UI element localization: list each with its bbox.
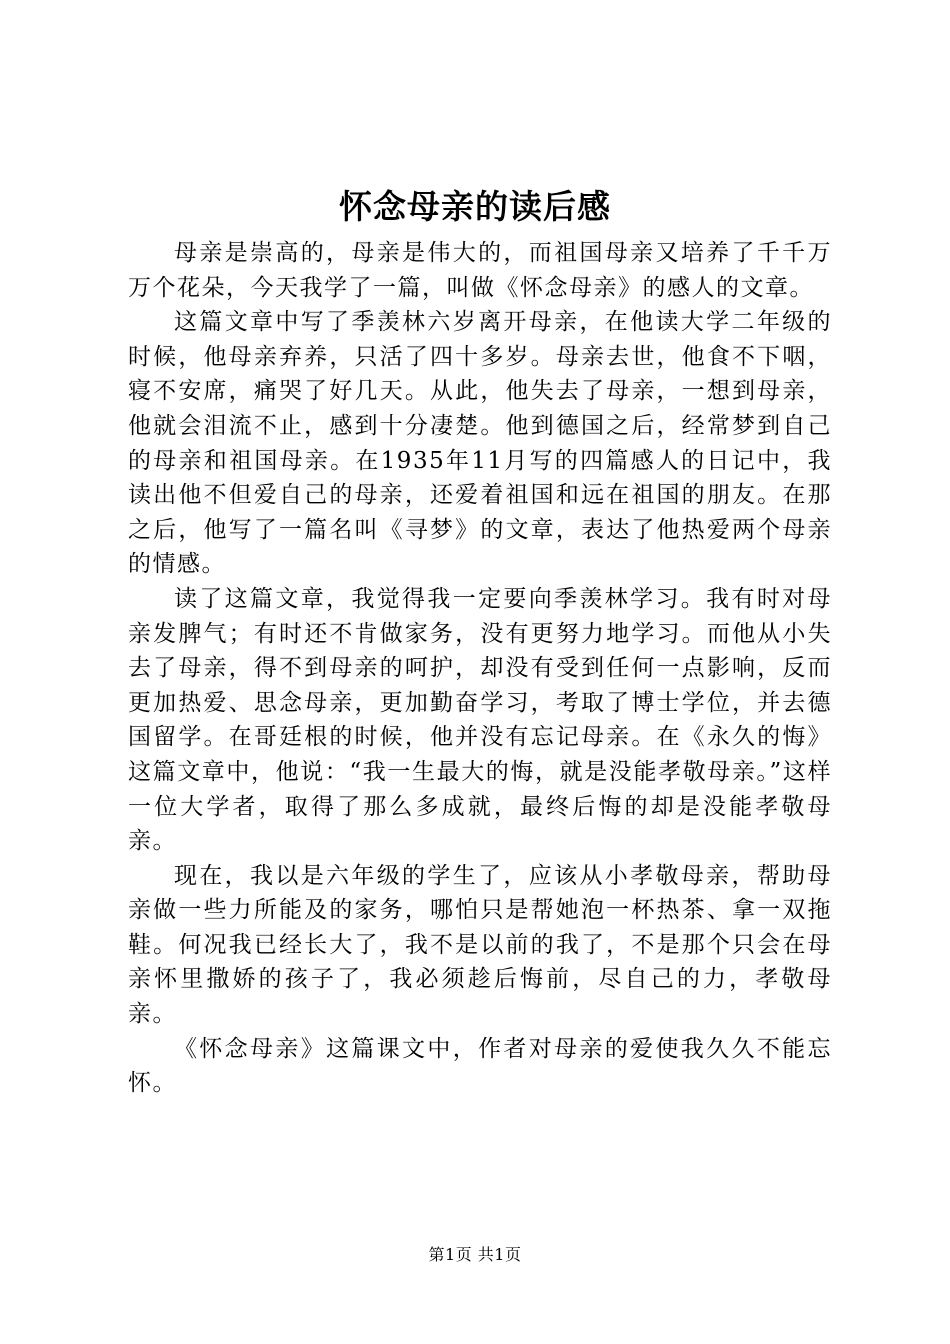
paragraph: 母亲是崇高的，母亲是伟大的，而祖国母亲又培养了千千万万个花朵，今天我学了一篇，叫做《怀念母亲》的感人的文章。 — [128, 240, 832, 301]
paragraph: 现在，我以是六年级的学生了，应该从小孝敬母亲，帮助母亲做一些力所能及的家务，哪怕只是帮她泡一杯热茶、拿一双拖鞋。何况我已经长大了，我不是以前的我了，不是那个只会在母亲怀里撒娇的孩子了，我必须趁后悔前，尽自己的力，孝敬母亲。 — [128, 862, 832, 1028]
paragraph: 读了这篇文章，我觉得我一定要向季羡林学习。我有时对母亲发脾气；有时还不肯做家务，没有更努力地学习。而他从小失去了母亲，得不到母亲的呵护，却没有受到任何一点影响，反而更加热爱、思念母亲，更加勤奋学习，考取了博士学位，并去德国留学。在哥廷根的时候，他并没有忘记母亲。在《永久的悔》这篇文章中，他说：“我一生最大的悔，就是没能孝敬母亲。”这样一位大学者，取得了那么多成就，最终后悔的却是没能孝敬母亲。 — [128, 585, 832, 855]
paragraph: 这篇文章中写了季羡林六岁离开母亲，在他读大学二年级的时候，他母亲弃养，只活了四十多岁。母亲去世，他食不下咽，寝不安席，痛哭了好几天。从此，他失去了母亲，一想到母亲，他就会泪流不止，感到十分凄楚。他到德国之后，经常梦到自己的母亲和祖国母亲。在1935年11月写的四篇感人的日记中，我读出他不但爱自己的母亲，还爱着祖国和远在祖国的朋友。在那之后，他写了一篇名叫《寻梦》的文章，表达了他热爱两个母亲的情感。 — [128, 309, 832, 578]
paragraph: 《怀念母亲》这篇课文中，作者对母亲的爱使我久久不能忘怀。 — [128, 1035, 832, 1097]
document-title: 怀念母亲的读后感 — [339, 187, 611, 226]
document-body — [128, 236, 832, 1101]
page-footer: 第1页 共1页 — [428, 1245, 522, 1264]
